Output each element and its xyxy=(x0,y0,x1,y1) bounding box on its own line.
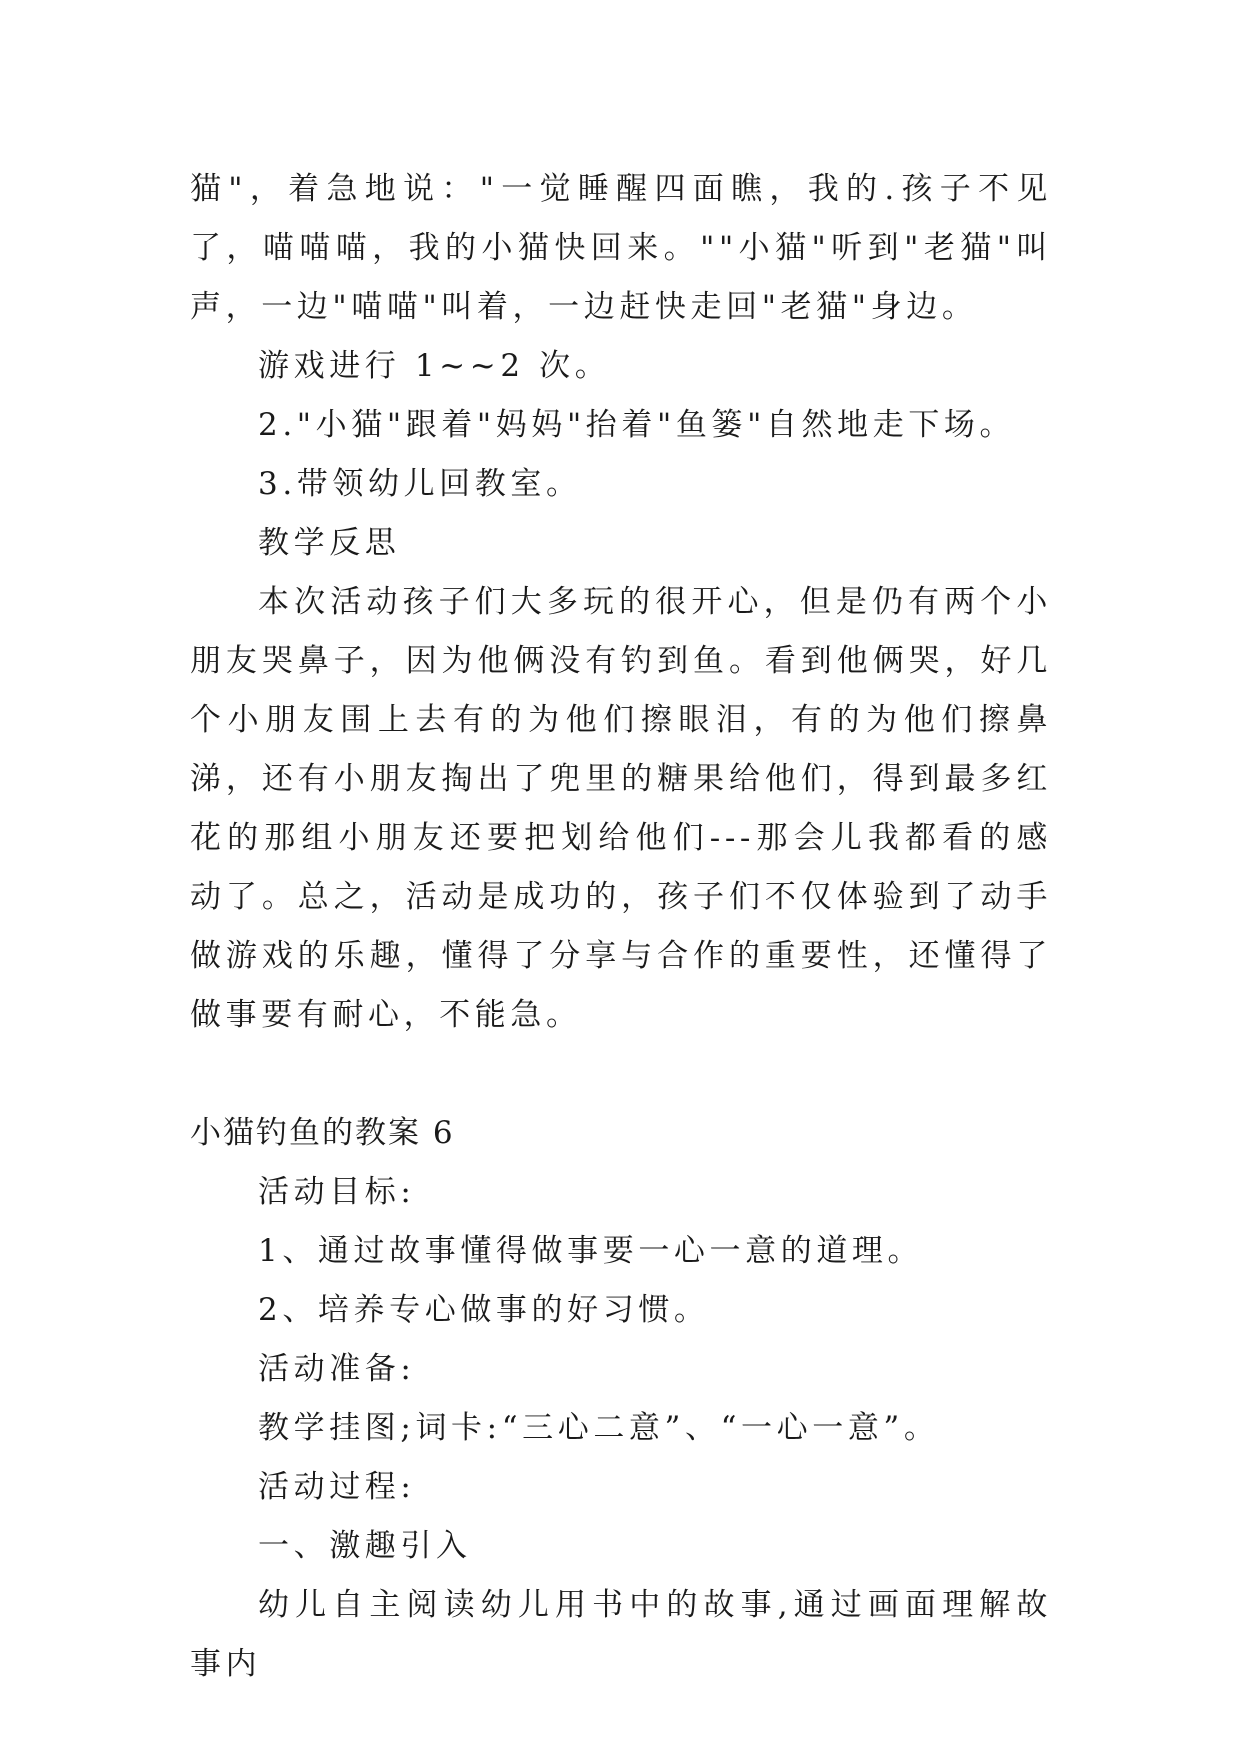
section-title: 小猫钓鱼的教案 6 xyxy=(190,1115,455,1151)
part-1-text: 幼儿自主阅读幼儿用书中的故事,通过画面理解故事内 xyxy=(190,1587,1052,1682)
continued-paragraph: 猫"，着急地说："一觉睡醒四面瞧，我的.孩子不见了，喵喵喵，我的小猫快回来。""小猫"听到"老猫"叫声，一边"喵喵"叫着，一边赶快走回"老猫"身边。 xyxy=(190,171,1052,325)
part-1-heading: 一、激趣引入 xyxy=(258,1528,472,1564)
goals-label: 活动目标: xyxy=(258,1174,416,1210)
process-label: 活动过程: xyxy=(258,1469,416,1505)
prep-text: 教学挂图;词卡:“三心二意”、“一心一意”。 xyxy=(258,1410,940,1446)
goal-2: 2、培养专心做事的好习惯。 xyxy=(258,1292,710,1328)
reflection-paragraph: 本次活动孩子们大多玩的很开心，但是仍有两个小朋友哭鼻子，因为他俩没有钓到鱼。看到他俩哭，好几个小朋友围上去有的为他们擦眼泪，有的为他们擦鼻涕，还有小朋友掏出了兜里的糖果给他们，得到最多红花的那组小朋友还要把划给他们---那会儿我都看的感动了。总之，活动是成功的，孩子们不仅体验到了动手做游戏的乐趣，懂得了分享与合作的重要性，还懂得了做事要有耐心，不能急。 xyxy=(190,584,1052,1033)
step-3-line: 3.带领幼儿回教室。 xyxy=(258,466,582,502)
step-2-line: 2."小猫"跟着"妈妈"抬着"鱼篓"自然地走下场。 xyxy=(258,407,1016,443)
document-page xyxy=(190,160,1052,1694)
game-repeat-line: 游戏进行 1~~2 次。 xyxy=(258,348,611,384)
goal-1: 1、通过故事懂得做事要一心一意的道理。 xyxy=(258,1233,924,1269)
reflection-heading: 教学反思 xyxy=(258,525,401,561)
prep-label: 活动准备: xyxy=(258,1351,416,1387)
section-gap xyxy=(190,1045,1052,1104)
